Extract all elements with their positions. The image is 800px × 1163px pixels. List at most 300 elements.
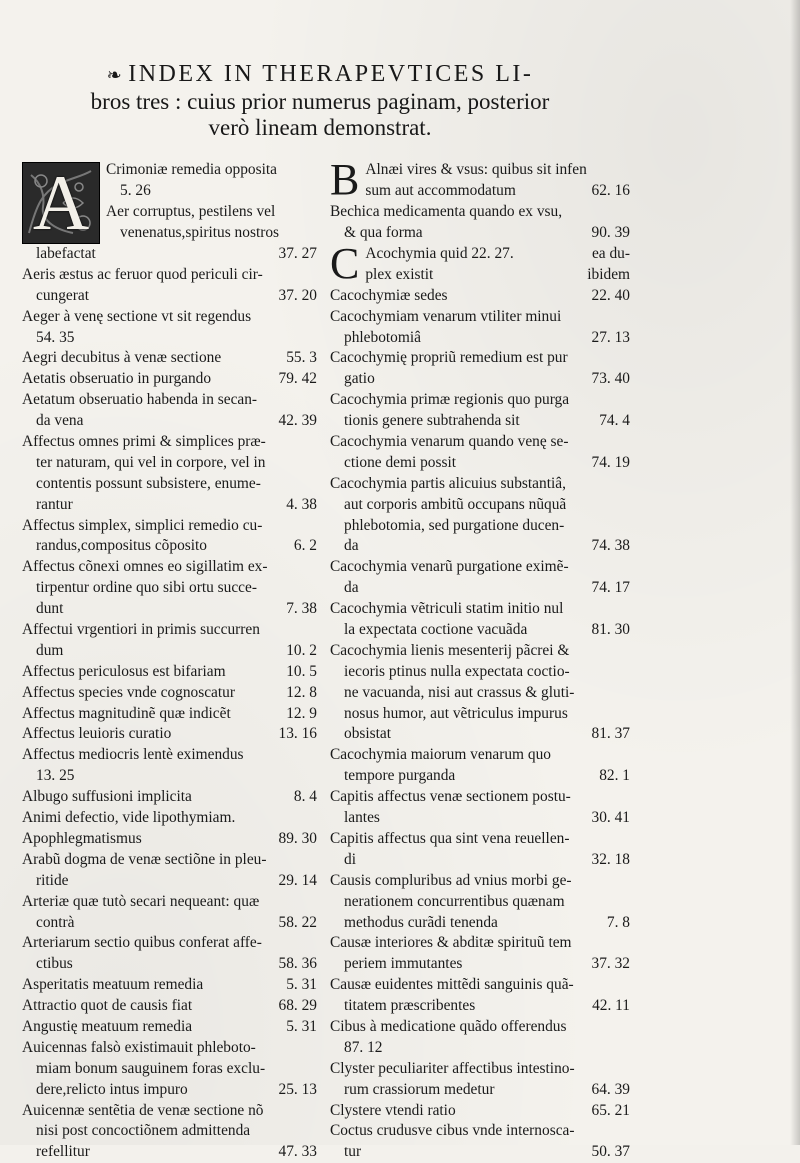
index-entry-line xyxy=(330,286,630,307)
entry-text: Cacochymia partis alicuius substantiâ, xyxy=(330,474,566,492)
page-line-ref: 82. 1 xyxy=(599,767,630,785)
entry-text: 13. 25 xyxy=(36,767,75,785)
entry-text: Aeger à venę sectione vt sit regendus xyxy=(22,307,252,325)
index-entry-line xyxy=(22,557,317,578)
page-line-ref: 25. 13 xyxy=(278,1080,317,1098)
decorated-initial-a xyxy=(22,159,100,246)
entry-text: Capitis affectus venæ sectionem postu- xyxy=(330,788,571,806)
page-line-ref: 5. 31 xyxy=(286,1017,317,1035)
entry-text: ctione demi possit xyxy=(344,453,456,471)
index-title-line1: ❧ INDEX IN THERAPEVTICES LI- xyxy=(106,61,534,87)
index-entry-line: plex existit ibidem xyxy=(365,265,630,283)
index-entry-line xyxy=(330,369,630,390)
page-line-ref xyxy=(311,557,317,578)
entry-text: Affectus mediocris lentè eximendus xyxy=(22,746,244,764)
entry-text: da vena xyxy=(36,412,84,430)
page-line-ref xyxy=(311,808,317,829)
fleuron-ornament: ❧ xyxy=(106,65,125,85)
page-line-ref xyxy=(311,745,317,766)
page-line-ref xyxy=(624,348,630,369)
page-line-ref xyxy=(311,328,317,349)
index-entry-line xyxy=(330,996,630,1017)
page-line-ref: 32. 18 xyxy=(591,850,630,868)
page-line-ref: 73. 40 xyxy=(591,370,630,388)
index-entry-line xyxy=(22,954,317,975)
entry-text: di xyxy=(344,850,356,868)
entry-text: Aetatis obseruatio in purgando xyxy=(22,370,212,388)
entry-text: Causæ euidentes mittẽdi sanguinis quã- xyxy=(330,976,574,994)
index-entry-line xyxy=(330,892,630,913)
index-entry-line xyxy=(330,1059,630,1080)
page-line-ref: 90. 39 xyxy=(591,223,630,241)
page-line-ref xyxy=(311,766,317,787)
entry-text: nisi post concoctiõnem admittenda xyxy=(36,1122,251,1140)
page-line-ref: 47. 33 xyxy=(278,1143,317,1161)
page-line-ref: 30. 41 xyxy=(591,809,630,827)
index-entry-line xyxy=(22,599,317,620)
page-line-ref: 5. 31 xyxy=(286,976,317,994)
index-entry-line xyxy=(22,265,317,286)
index-entry-line xyxy=(22,683,317,704)
index-entry-line xyxy=(22,474,317,495)
entry-text: ritide xyxy=(36,871,69,889)
entry-text: titatem præscribentes xyxy=(344,997,476,1015)
index-entry-line xyxy=(330,328,630,349)
index-entry xyxy=(330,1101,630,1122)
index-entry-line xyxy=(22,1121,317,1142)
entry-text: tur xyxy=(344,1143,362,1161)
page-line-ref: 74. 19 xyxy=(591,453,630,471)
entry-text: Cacochymia venarũ purgatione eximẽ- xyxy=(330,558,569,576)
index-entry-line xyxy=(330,307,630,328)
page-line-ref: 62. 16 xyxy=(591,181,630,199)
page-line-ref xyxy=(624,432,630,453)
entry-text: miam bonum sauguinem foras exclu- xyxy=(36,1059,266,1077)
index-entry-line xyxy=(330,808,630,829)
index-entry-line xyxy=(330,704,630,725)
entry-text: Angustię meatuum remedia xyxy=(22,1017,193,1035)
index-entry-line xyxy=(330,724,630,745)
page-line-ref: 42. 11 xyxy=(592,997,630,1015)
page-line-ref xyxy=(624,1121,630,1142)
page-line-ref xyxy=(311,892,317,913)
index-entry xyxy=(22,516,317,558)
page-line-ref: 65. 21 xyxy=(591,1101,630,1119)
entry-text: methodus curãdi tenenda xyxy=(344,913,498,931)
entry-text: Albugo suffusioni implicita xyxy=(22,788,192,806)
page-line-ref xyxy=(311,1101,317,1122)
entry-text: Affectus simplex, simplici remedio cu- xyxy=(22,516,263,534)
page-line-ref xyxy=(624,1059,630,1080)
index-entry xyxy=(22,265,317,307)
page-line-ref: 12. 8 xyxy=(286,683,317,701)
entry-text: Clyster peculiariter affectibus intestino- xyxy=(330,1059,575,1077)
index-entry xyxy=(330,1059,630,1101)
initial-letter-b: B xyxy=(330,155,360,204)
entry-text: nerationem concurrentibus quænam xyxy=(344,892,565,910)
index-entry-line xyxy=(22,850,317,871)
index-entry-line xyxy=(22,996,317,1017)
index-entry-line: venenatus,spiritus nostros xyxy=(120,223,280,241)
entry-text: contrà xyxy=(36,913,75,931)
index-entry xyxy=(330,348,630,390)
index-entry-line xyxy=(330,975,630,996)
index-entry-line xyxy=(330,662,630,683)
index-entry xyxy=(22,996,317,1017)
index-entry-line xyxy=(330,933,630,954)
index-entry xyxy=(22,787,317,808)
index-entry xyxy=(330,829,630,871)
page-line-ref: 89. 30 xyxy=(278,829,317,847)
index-entry xyxy=(330,432,630,474)
index-entry-line xyxy=(22,453,317,474)
page-line-ref xyxy=(311,307,317,328)
entry-text: Aeris æstus ac feruor quod periculi cir- xyxy=(22,265,263,283)
index-entry xyxy=(22,432,317,516)
entry-text: Apophlegmatismus xyxy=(22,829,142,847)
index-entry-line xyxy=(22,724,317,745)
entry-text: Affectus species vnde cognoscatur xyxy=(22,683,235,701)
index-entry-line xyxy=(22,328,317,349)
index-entry-line xyxy=(22,829,317,850)
page-line-ref: 7. 8 xyxy=(606,913,630,931)
page-line-ref xyxy=(624,474,630,495)
entry-text: Cacochymiam venarum vtiliter minui xyxy=(330,307,562,325)
entry-text: Affectus cõnexi omnes eo sigillatim ex- xyxy=(22,558,268,576)
index-entry xyxy=(22,850,317,892)
entry-text: Capitis affectus qua sint vena reuellen- xyxy=(330,829,570,847)
entry-text: ctibus xyxy=(36,955,73,973)
index-entry-line xyxy=(22,745,317,766)
initial-letter-c: C xyxy=(330,238,360,288)
entry-text: obsistat xyxy=(344,725,392,743)
entry-text: Cacochymia vẽtriculi statim initio nul xyxy=(330,600,564,618)
index-entry-line xyxy=(22,808,317,829)
index-entry-line xyxy=(330,411,630,432)
initial-letter-a: A xyxy=(32,159,90,246)
index-entry xyxy=(330,787,630,829)
page-line-ref: 81. 30 xyxy=(591,621,630,639)
index-entry-line xyxy=(22,1080,317,1101)
page-line-ref xyxy=(311,390,317,411)
index-entry-line xyxy=(330,1142,630,1163)
page-line-ref: 4. 38 xyxy=(286,495,317,513)
entry-text: Aegri decubitus à venæ sectione xyxy=(22,349,222,367)
entry-text: la expectata coctione vacuãda xyxy=(344,621,528,639)
index-entry xyxy=(330,1121,630,1163)
page-line-ref: 64. 39 xyxy=(591,1080,630,1098)
index-entry xyxy=(22,892,317,934)
entry-text: dum xyxy=(36,641,64,659)
index-entry-line xyxy=(330,871,630,892)
index-entry xyxy=(22,829,317,850)
index-entry-line xyxy=(330,766,630,787)
index-entry-line xyxy=(330,641,630,662)
index-entry-line xyxy=(330,850,630,871)
index-entry-line xyxy=(330,557,630,578)
index-entry-line xyxy=(22,578,317,599)
entry-text: phlebotomia, sed purgatione ducen- xyxy=(344,516,565,534)
index-entry-line xyxy=(330,578,630,599)
page-edge-shadow xyxy=(790,0,800,1145)
page-line-ref xyxy=(624,704,630,725)
index-entry-line: Crimoniæ remedia opposita xyxy=(106,161,277,178)
page-line-ref: 42. 39 xyxy=(278,412,317,430)
page-line-ref xyxy=(624,892,630,913)
index-entry xyxy=(22,557,317,620)
entry-text: Causæ interiores & abditæ spirituũ tem xyxy=(330,934,572,952)
index-entry-line xyxy=(22,536,317,557)
entry-text: periem immutantes xyxy=(344,955,463,973)
right-entry-list xyxy=(330,286,630,1163)
index-entry-line xyxy=(22,1101,317,1122)
index-entry-line xyxy=(330,599,630,620)
page-line-ref xyxy=(311,620,317,641)
index-entry-line xyxy=(330,1101,630,1122)
index-entry-line: Aer corruptus, pestilens vel xyxy=(106,202,276,220)
entry-text: Attractio quot de causis fiat xyxy=(22,997,193,1015)
index-entry-line: Acochymia quid 22. 27. ea du- xyxy=(365,244,630,262)
entry-text: gatio xyxy=(344,370,375,388)
entry-text: Clystere vtendi ratio xyxy=(330,1101,456,1119)
index-entry-line xyxy=(330,202,630,223)
entry-text: Arteriarum sectio quibus conferat affe- xyxy=(22,934,262,952)
index-entry xyxy=(330,307,630,349)
entry-text: Affectus omnes primi & simplices præ- xyxy=(22,433,266,451)
index-entry-line xyxy=(330,390,630,411)
page-line-ref xyxy=(624,641,630,662)
page-line-ref: 37. 20 xyxy=(278,286,317,304)
page-line-ref xyxy=(624,516,630,537)
index-title-line2: bros tres : cuius prior numerus paginam, posterior xyxy=(90,89,550,114)
index-entry-line xyxy=(22,620,317,641)
index-entry xyxy=(22,1101,317,1163)
index-entry xyxy=(330,871,630,934)
page-line-ref xyxy=(624,662,630,683)
index-entry-line xyxy=(330,913,630,934)
entry-text: tirpentur ordine quo sibi ortu succe- xyxy=(36,579,257,597)
entry-text: ne vacuanda, nisi aut crassus & gluti- xyxy=(344,683,575,701)
index-entry xyxy=(22,724,317,745)
page-line-ref xyxy=(624,307,630,328)
entry-text: 54. 35 xyxy=(36,328,75,346)
index-entry-line xyxy=(22,1038,317,1059)
entry-text: refellitur xyxy=(36,1143,90,1161)
index-entry-line xyxy=(330,474,630,495)
page-line-ref: 50. 37 xyxy=(591,1143,630,1161)
page-line-ref: 81. 37 xyxy=(591,725,630,743)
page-line-ref: 29. 14 xyxy=(278,871,317,889)
entry-text: Bechica medicamenta quando ex vsu, xyxy=(330,203,563,220)
page-line-ref xyxy=(624,975,630,996)
page-line-ref xyxy=(311,453,317,474)
index-entry-line xyxy=(22,787,317,808)
entry-text: da xyxy=(344,537,359,555)
index-title-line3: verò lineam demonstrat. xyxy=(208,115,432,140)
page-line-ref xyxy=(624,202,630,223)
index-entry-line xyxy=(22,871,317,892)
entry-text: ter naturam, qui vel in corpore, vel in xyxy=(36,453,266,471)
entry-text: cungerat xyxy=(36,286,89,304)
index-entry xyxy=(330,1017,630,1059)
index-entry-line xyxy=(330,620,630,641)
page-line-ref: 74. 38 xyxy=(591,537,630,555)
index-entry-line xyxy=(330,516,630,537)
index-entry-line xyxy=(22,516,317,537)
index-entry xyxy=(22,933,317,975)
page-line-ref xyxy=(311,850,317,871)
index-entry xyxy=(330,390,630,432)
index-entry-line xyxy=(22,704,317,725)
entry-text: Affectui vrgentiori in primis succurren xyxy=(22,621,260,639)
index-column-right xyxy=(330,155,630,1163)
entry-text: rantur xyxy=(36,495,73,513)
index-entry-line xyxy=(22,892,317,913)
index-entry xyxy=(330,202,630,244)
entry-text: contentis possunt subsistere, enume- xyxy=(36,474,261,492)
index-entry xyxy=(330,599,630,641)
entry-text: Coctus crudusve cibus vnde internosca- xyxy=(330,1122,575,1140)
entry-text: Cibus à medicatione quãdo offerendus xyxy=(330,1017,567,1035)
index-entry-line xyxy=(330,432,630,453)
entry-text: da xyxy=(344,579,359,597)
page-line-ref xyxy=(624,390,630,411)
index-entry-line xyxy=(22,411,317,432)
index-entry xyxy=(22,662,317,683)
entry-text: Causis compluribus ad vnius morbi ge- xyxy=(330,871,572,889)
entry-text: rum crassiorum medetur xyxy=(344,1080,495,1098)
page-line-ref: 6. 2 xyxy=(293,537,317,555)
page-line-ref xyxy=(624,1038,630,1059)
index-entry xyxy=(22,1038,317,1101)
index-entry-line xyxy=(22,286,317,307)
page-line-ref: 68. 29 xyxy=(278,997,317,1015)
page-line-ref: 55. 3 xyxy=(286,349,317,367)
page-line-ref xyxy=(624,557,630,578)
entry-text: Auicennas falsò existimauit phleboto- xyxy=(22,1038,256,1056)
index-entry-line xyxy=(22,307,317,328)
entry-text: nosus humor, aut vẽtriculus impurus xyxy=(344,704,568,722)
index-entry-line xyxy=(22,1059,317,1080)
index-entry xyxy=(22,307,317,349)
page-line-ref xyxy=(624,1017,630,1038)
left-entry-list xyxy=(22,265,317,1163)
entry-text: tempore purganda xyxy=(344,767,456,785)
index-entry-line: sum aut accommodatum 62. 16 xyxy=(365,181,630,202)
entry-text: Cacochymia maiorum venarum quo xyxy=(330,746,551,764)
index-entry-line: labefactat 37. 27 xyxy=(22,244,317,265)
index-entry-line xyxy=(330,954,630,975)
page-line-ref xyxy=(311,578,317,599)
index-entry-line xyxy=(22,348,317,369)
index-entry-line xyxy=(330,1080,630,1101)
index-entry-line xyxy=(330,1038,630,1059)
entry-text: Affectus leuioris curatio xyxy=(22,725,172,743)
index-entry-line xyxy=(330,745,630,766)
index-entry-line xyxy=(330,787,630,808)
entry-text: Cacochymia venarum quando venę se- xyxy=(330,433,569,451)
page-line-ref: 12. 9 xyxy=(286,704,317,722)
b-entry-list xyxy=(330,202,630,244)
index-entry-line xyxy=(330,1017,630,1038)
page-line-ref xyxy=(624,745,630,766)
index-column-left xyxy=(22,160,317,1163)
entry-text: Cacochymiæ sedes xyxy=(330,286,448,304)
entry-text: dere,relicto intus impuro xyxy=(36,1080,188,1098)
index-entry-line xyxy=(330,495,630,516)
page-line-ref: 74. 17 xyxy=(591,579,630,597)
index-entry-line xyxy=(330,348,630,369)
entry-text: dunt xyxy=(36,600,64,618)
page-line-ref xyxy=(624,933,630,954)
index-entry xyxy=(22,683,317,704)
index-entry-line xyxy=(22,662,317,683)
entry-text: Cacochymia primæ regionis quo purga xyxy=(330,391,570,409)
index-entry-line xyxy=(330,536,630,557)
entry-text: aut corporis ambitũ occupans nũquã xyxy=(344,495,567,513)
page-line-ref: 58. 36 xyxy=(278,955,317,973)
index-entry xyxy=(22,975,317,996)
entry-text: Auicennæ sentẽtia de venæ sectione nõ xyxy=(22,1101,264,1119)
entry-text: tionis genere subtrahenda sit xyxy=(344,412,520,430)
index-entry xyxy=(22,390,317,432)
index-entry xyxy=(22,1017,317,1038)
page-line-ref: 74. 4 xyxy=(599,412,630,430)
page-line-ref xyxy=(311,474,317,495)
entry-text: iecoris ptinus nulla expectata coctio- xyxy=(344,662,570,680)
page-line-ref xyxy=(311,1059,317,1080)
index-entry xyxy=(22,620,317,662)
index-entry xyxy=(22,348,317,369)
entry-text: Arabũ dogma de venæ sectiõne in pleu- xyxy=(22,850,267,868)
index-entry xyxy=(22,745,317,787)
page-line-ref xyxy=(311,265,317,286)
entry-text: randus,compositus cõposito xyxy=(36,537,207,555)
page-line-ref: 79. 42 xyxy=(278,370,317,388)
entry-text: Aetatum obseruatio habenda in secan- xyxy=(22,391,258,409)
page-line-ref xyxy=(624,787,630,808)
index-entry-line: 5. 26 xyxy=(120,181,151,199)
index-entry-line xyxy=(22,432,317,453)
page-line-ref xyxy=(311,432,317,453)
page-line-ref: 13. 16 xyxy=(278,725,317,743)
page-line-ref: 37. 32 xyxy=(591,955,630,973)
page-line-ref: 10. 5 xyxy=(286,662,317,680)
index-entry-line xyxy=(22,641,317,662)
entry-text: Affectus periculosus est bifariam xyxy=(22,662,226,680)
index-entry-line xyxy=(22,390,317,411)
index-entry-line xyxy=(330,453,630,474)
page-line-ref: 22. 40 xyxy=(591,286,630,304)
page-line-ref xyxy=(624,599,630,620)
entry-text: 87. 12 xyxy=(344,1038,383,1056)
entry-text: phlebotomiâ xyxy=(344,328,421,346)
entry-text: lantes xyxy=(344,809,380,827)
entry-text: Affectus magnitudinẽ quæ indicẽt xyxy=(22,704,231,722)
page-line-ref xyxy=(311,933,317,954)
index-entry xyxy=(330,745,630,787)
page-line-ref xyxy=(624,683,630,704)
index-entry-line xyxy=(22,495,317,516)
index-entry xyxy=(330,933,630,975)
page-line-ref: 27. 13 xyxy=(591,328,630,346)
index-entry xyxy=(22,369,317,390)
index-entry-line xyxy=(330,683,630,704)
index-entry xyxy=(330,557,630,599)
page-line-ref xyxy=(311,516,317,537)
page-line-ref: 8. 4 xyxy=(293,788,317,806)
page-line-ref xyxy=(311,1121,317,1142)
